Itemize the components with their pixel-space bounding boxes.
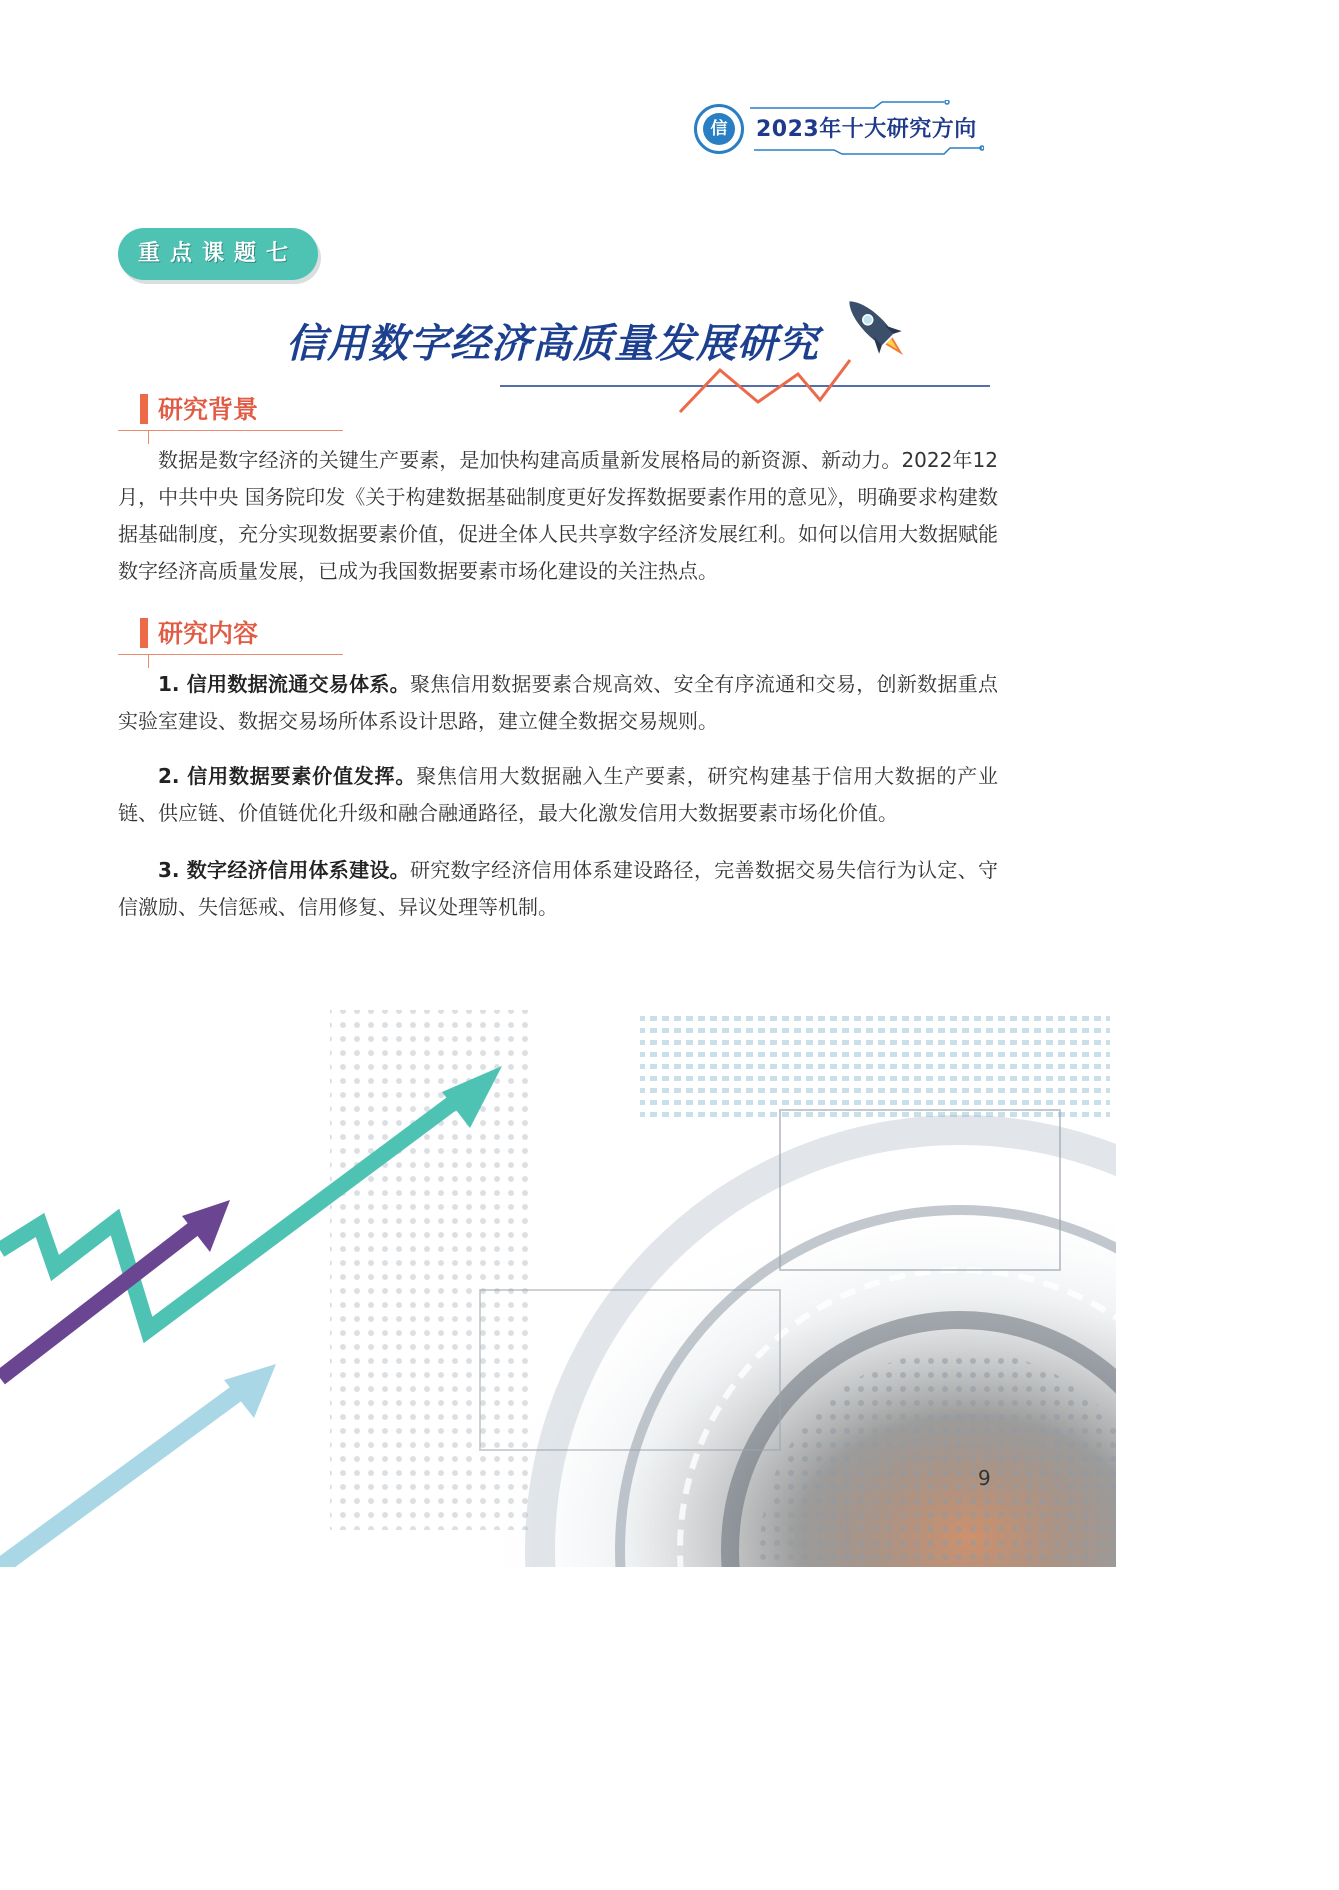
- logo-icon: [694, 104, 744, 154]
- arrow-lightblue-icon: [0, 1385, 248, 1567]
- background-text: 数据是数字经济的关键生产要素，是加快构建高质量新发展格局的新资源、新动力。2022年12月，中共中央 国务院印发《关于构建数据基础制度更好发挥数据要素作用的意见》，明确要求构建数据基础制度，充分实现数据要素价值，促进全体人民共享数字经济发展红利。如何以信用大数据赋能数字经济高质量发展，已成为我国数据要素市场化建设的关注热点。: [118, 448, 998, 583]
- arrow-purple-icon: [0, 1220, 205, 1378]
- content-item-3: [118, 852, 998, 926]
- section-heading-label: 研究背景: [158, 395, 259, 424]
- content-item-text: 研究数字经济信用体系建设路径，完善数据交易失信行为认定、守信激励、失信惩戒、信用修复、异议处理等机制。: [118, 858, 998, 919]
- heading-bar: [140, 618, 148, 648]
- heading-bar: [140, 394, 148, 424]
- page-number: 9: [978, 1466, 991, 1490]
- header-title: 2023年十大研究方向: [756, 117, 977, 142]
- section-heading-background: [118, 388, 348, 434]
- heading-underline: [118, 430, 343, 431]
- topic-pill-label: 重点课题七: [137, 241, 298, 266]
- content-item-lead: 3. 数字经济信用体系建设。: [158, 858, 410, 882]
- background-paragraph: [118, 442, 998, 590]
- logo-glyph: 信: [703, 113, 735, 145]
- header-badge: [694, 100, 984, 158]
- topic-pill: [118, 228, 318, 280]
- rocket-icon: [838, 290, 914, 366]
- content-item-text: 聚焦信用大数据融入生产要素，研究构建基于信用大数据的产业链、供应链、价值链优化升级和融合融通路径，最大化激发信用大数据要素市场化价值。: [118, 764, 999, 825]
- heading-underline: [118, 654, 343, 655]
- section-heading-label: 研究内容: [158, 619, 259, 648]
- content-item-lead: 1. 信用数据流通交易体系。: [158, 672, 410, 696]
- decorative-tech-artwork: [0, 990, 1116, 1567]
- content-item-2: [118, 758, 998, 832]
- content-item-1: [118, 666, 998, 740]
- main-title: 信用数字经济高质量发展研究: [286, 321, 819, 367]
- content-item-lead: 2. 信用数据要素价值发挥。: [158, 764, 417, 788]
- content-item-text: 聚焦信用数据要素合规高效、安全有序流通和交易，创新数据重点实验室建设、数据交易场所体系设计思路，建立健全数据交易规则。: [118, 672, 998, 733]
- section-heading-content: [118, 612, 348, 658]
